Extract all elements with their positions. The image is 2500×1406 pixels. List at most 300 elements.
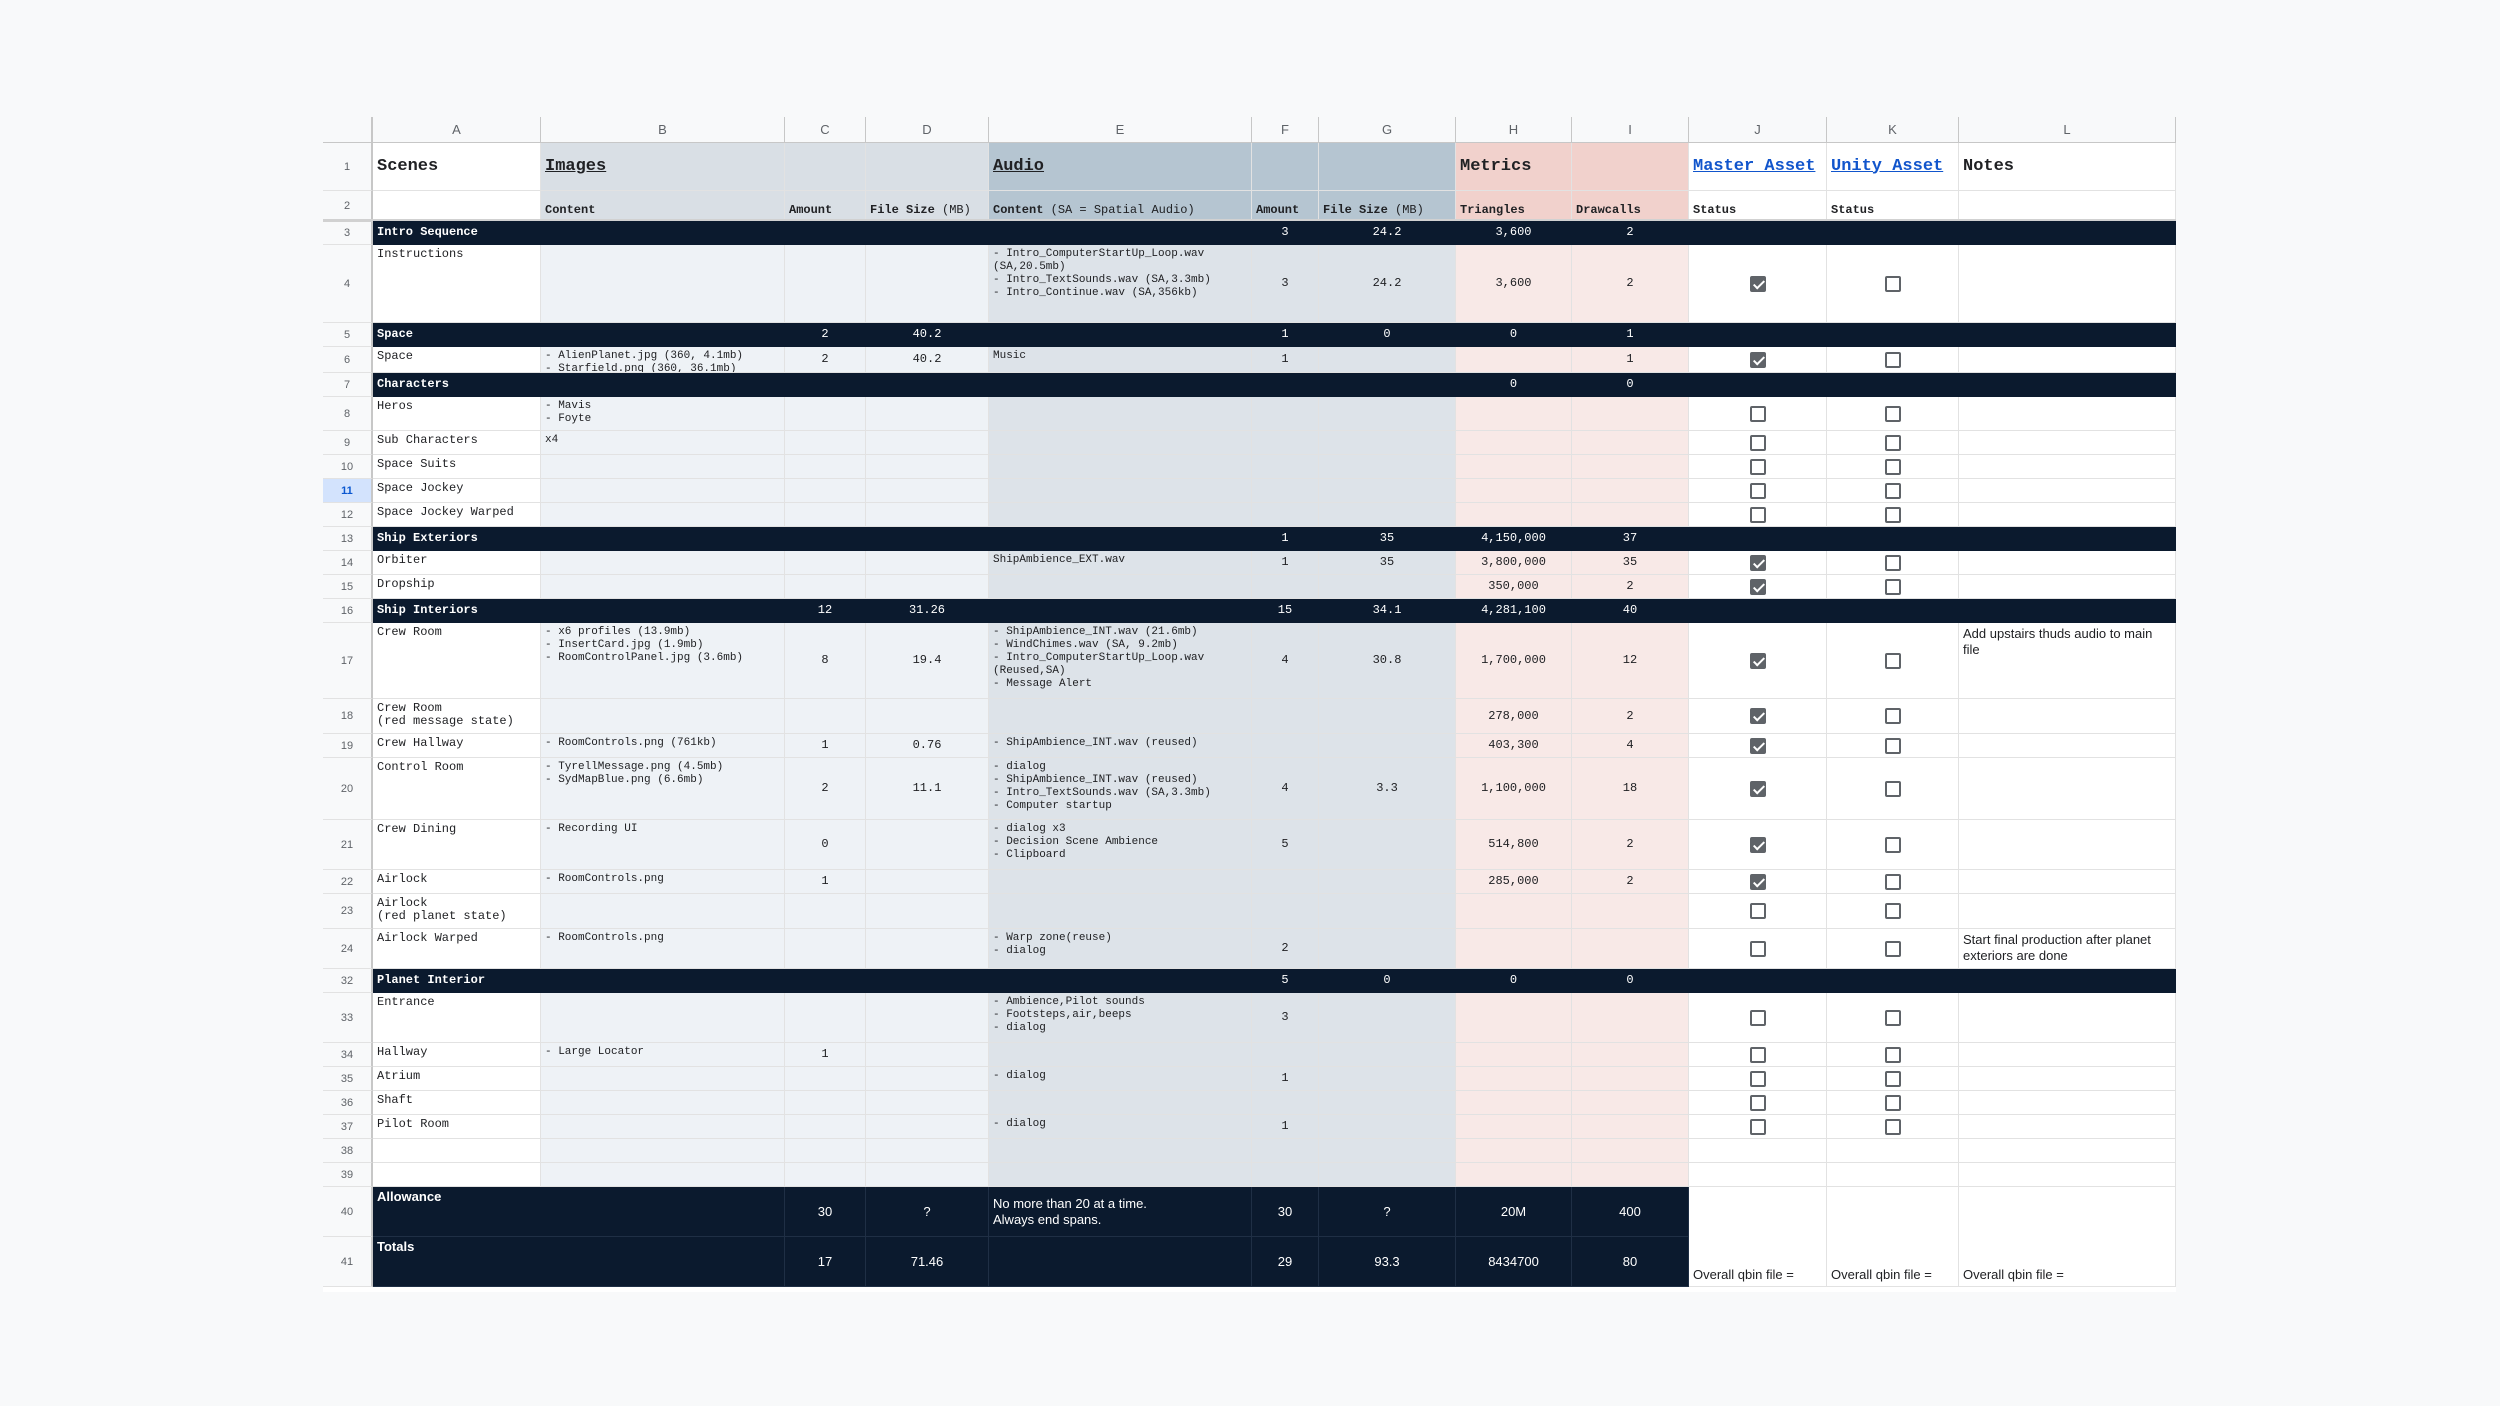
audio-content-cell[interactable]: - dialog - ShipAmbience_INT.wav (reused) - Intro_TextSounds.wav (SA,3.3mb) - Computer startup <box>989 758 1252 820</box>
row-header[interactable]: 7 <box>323 373 373 397</box>
unity-asset-checkbox[interactable] <box>1885 653 1901 669</box>
master-asset-checkbox[interactable] <box>1750 459 1766 475</box>
image-size-cell[interactable] <box>866 820 989 870</box>
triangles-cell[interactable] <box>1456 347 1572 373</box>
row-header[interactable]: 11 <box>323 479 373 503</box>
drawcalls-cell[interactable] <box>1572 1115 1689 1139</box>
image-amount-cell[interactable] <box>785 894 866 929</box>
image-amount-cell[interactable]: 2 <box>785 347 866 373</box>
image-amount-cell[interactable]: 0 <box>785 820 866 870</box>
notes-cell[interactable] <box>1959 1115 2176 1139</box>
drawcalls-cell[interactable] <box>1572 503 1689 527</box>
notes-cell[interactable] <box>1959 993 2176 1043</box>
row-header[interactable]: 40 <box>323 1187 373 1237</box>
audio-amount-cell[interactable] <box>1252 503 1319 527</box>
image-size-cell[interactable] <box>866 870 989 894</box>
notes-cell[interactable]: Add upstairs thuds audio to main file <box>1959 623 2176 699</box>
scene-name-cell[interactable]: Airlock Warped <box>373 929 541 969</box>
image-size-cell[interactable] <box>866 575 989 599</box>
notes-cell[interactable] <box>1959 397 2176 431</box>
image-amount-cell[interactable] <box>785 993 866 1043</box>
master-asset-checkbox[interactable] <box>1750 708 1766 724</box>
row-header[interactable]: 4 <box>323 245 373 323</box>
drawcalls-cell[interactable] <box>1572 455 1689 479</box>
row-header[interactable]: 12 <box>323 503 373 527</box>
unity-asset-checkbox[interactable] <box>1885 738 1901 754</box>
drawcalls-cell[interactable]: 2 <box>1572 575 1689 599</box>
triangles-cell[interactable]: 403,300 <box>1456 734 1572 758</box>
triangles-cell[interactable] <box>1456 1163 1572 1187</box>
triangles-cell[interactable] <box>1456 1091 1572 1115</box>
master-asset-link[interactable]: Master Asset <box>1689 143 1827 191</box>
audio-content-cell[interactable]: - ShipAmbience_INT.wav (21.6mb) - WindChimes.wav (SA, 9.2mb) - Intro_ComputerStartUp_Loop.wav (Reused,SA) - Message Alert <box>989 623 1252 699</box>
audio-amount-cell[interactable] <box>1252 1139 1319 1163</box>
triangles-cell[interactable] <box>1456 929 1572 969</box>
scene-name-cell[interactable]: Crew Hallway <box>373 734 541 758</box>
image-amount-cell[interactable] <box>785 431 866 455</box>
scene-name-cell[interactable]: Space <box>373 347 541 373</box>
triangles-cell[interactable]: 1,100,000 <box>1456 758 1572 820</box>
notes-cell[interactable] <box>1959 455 2176 479</box>
drawcalls-cell[interactable] <box>1572 1043 1689 1067</box>
scene-name-cell[interactable]: Airlock <box>373 870 541 894</box>
image-amount-cell[interactable] <box>785 455 866 479</box>
audio-size-cell[interactable] <box>1319 431 1456 455</box>
column-header-H[interactable]: H <box>1456 117 1572 143</box>
image-content-cell[interactable]: - RoomControls.png <box>541 870 785 894</box>
master-asset-checkbox[interactable] <box>1750 555 1766 571</box>
image-amount-cell[interactable] <box>785 575 866 599</box>
image-amount-cell[interactable] <box>785 1091 866 1115</box>
audio-amount-cell[interactable]: 1 <box>1252 1067 1319 1091</box>
scene-name-cell[interactable]: Control Room <box>373 758 541 820</box>
select-all-corner[interactable] <box>323 117 373 143</box>
triangles-cell[interactable]: 1,700,000 <box>1456 623 1572 699</box>
image-amount-cell[interactable]: 1 <box>785 1043 866 1067</box>
audio-amount-cell[interactable]: 4 <box>1252 758 1319 820</box>
drawcalls-cell[interactable] <box>1572 929 1689 969</box>
column-header-C[interactable]: C <box>785 117 866 143</box>
image-content-cell[interactable] <box>541 1067 785 1091</box>
audio-size-cell[interactable] <box>1319 575 1456 599</box>
scene-name-cell[interactable]: Airlock (red planet state) <box>373 894 541 929</box>
master-asset-checkbox[interactable] <box>1750 352 1766 368</box>
drawcalls-cell[interactable]: 1 <box>1572 347 1689 373</box>
image-size-cell[interactable]: 40.2 <box>866 347 989 373</box>
triangles-cell[interactable] <box>1456 1043 1572 1067</box>
audio-size-cell[interactable] <box>1319 397 1456 431</box>
notes-cell[interactable] <box>1959 820 2176 870</box>
audio-content-cell[interactable] <box>989 455 1252 479</box>
image-size-cell[interactable] <box>866 1163 989 1187</box>
image-content-cell[interactable] <box>541 503 785 527</box>
audio-amount-cell[interactable] <box>1252 575 1319 599</box>
image-size-cell[interactable] <box>866 699 989 734</box>
notes-cell[interactable] <box>1959 870 2176 894</box>
audio-content-cell[interactable] <box>989 1043 1252 1067</box>
audio-amount-cell[interactable] <box>1252 1163 1319 1187</box>
row-header[interactable]: 19 <box>323 734 373 758</box>
drawcalls-cell[interactable] <box>1572 479 1689 503</box>
image-content-cell[interactable]: - Mavis - Foyte <box>541 397 785 431</box>
audio-size-cell[interactable] <box>1319 479 1456 503</box>
audio-content-cell[interactable] <box>989 503 1252 527</box>
scene-name-cell[interactable]: Sub Characters <box>373 431 541 455</box>
image-size-cell[interactable] <box>866 1043 989 1067</box>
row-header[interactable]: 3 <box>323 221 373 245</box>
row-header[interactable]: 23 <box>323 894 373 929</box>
master-asset-checkbox[interactable] <box>1750 1095 1766 1111</box>
scene-name-cell[interactable]: Space Suits <box>373 455 541 479</box>
scene-name-cell[interactable]: Crew Room (red message state) <box>373 699 541 734</box>
column-header-F[interactable]: F <box>1252 117 1319 143</box>
row-header[interactable]: 20 <box>323 758 373 820</box>
audio-amount-cell[interactable]: 1 <box>1252 551 1319 575</box>
row-header[interactable]: 41 <box>323 1237 373 1287</box>
image-size-cell[interactable] <box>866 1067 989 1091</box>
audio-size-cell[interactable] <box>1319 347 1456 373</box>
audio-content-cell[interactable] <box>989 431 1252 455</box>
row-header[interactable]: 16 <box>323 599 373 623</box>
unity-asset-checkbox[interactable] <box>1885 1047 1901 1063</box>
image-content-cell[interactable] <box>541 993 785 1043</box>
unity-asset-checkbox[interactable] <box>1885 406 1901 422</box>
master-asset-checkbox[interactable] <box>1750 738 1766 754</box>
audio-amount-cell[interactable] <box>1252 699 1319 734</box>
triangles-cell[interactable]: 514,800 <box>1456 820 1572 870</box>
notes-cell[interactable] <box>1959 1043 2176 1067</box>
image-amount-cell[interactable] <box>785 699 866 734</box>
image-content-cell[interactable]: - AlienPlanet.jpg (360, 4.1mb) - Starfield.png (360, 36.1mb) <box>541 347 785 373</box>
image-amount-cell[interactable] <box>785 1139 866 1163</box>
audio-amount-cell[interactable]: 3 <box>1252 993 1319 1043</box>
unity-asset-checkbox[interactable] <box>1885 708 1901 724</box>
image-size-cell[interactable] <box>866 455 989 479</box>
image-content-cell[interactable] <box>541 245 785 323</box>
triangles-cell[interactable] <box>1456 1115 1572 1139</box>
row-header[interactable]: 17 <box>323 623 373 699</box>
audio-size-cell[interactable] <box>1319 699 1456 734</box>
image-size-cell[interactable] <box>866 1139 989 1163</box>
scene-name-cell[interactable]: Orbiter <box>373 551 541 575</box>
audio-amount-cell[interactable]: 2 <box>1252 929 1319 969</box>
master-asset-checkbox[interactable] <box>1750 874 1766 890</box>
drawcalls-cell[interactable]: 12 <box>1572 623 1689 699</box>
unity-asset-checkbox[interactable] <box>1885 781 1901 797</box>
column-header-B[interactable]: B <box>541 117 785 143</box>
row-header[interactable]: 24 <box>323 929 373 969</box>
notes-cell[interactable] <box>1959 1163 2176 1187</box>
column-header-G[interactable]: G <box>1319 117 1456 143</box>
audio-content-cell[interactable]: - dialog <box>989 1115 1252 1139</box>
image-amount-cell[interactable] <box>785 479 866 503</box>
audio-content-cell[interactable]: - dialog x3 - Decision Scene Ambience - Clipboard <box>989 820 1252 870</box>
drawcalls-cell[interactable]: 2 <box>1572 820 1689 870</box>
audio-size-cell[interactable] <box>1319 503 1456 527</box>
drawcalls-cell[interactable] <box>1572 1163 1689 1187</box>
image-content-cell[interactable]: - RoomControls.png (761kb) <box>541 734 785 758</box>
unity-asset-checkbox[interactable] <box>1885 483 1901 499</box>
image-size-cell[interactable] <box>866 1091 989 1115</box>
qbin-cell[interactable] <box>1959 1187 2176 1287</box>
triangles-cell[interactable] <box>1456 894 1572 929</box>
image-size-cell[interactable] <box>866 929 989 969</box>
drawcalls-cell[interactable] <box>1572 993 1689 1043</box>
image-size-cell[interactable] <box>866 431 989 455</box>
image-size-cell[interactable] <box>866 551 989 575</box>
triangles-cell[interactable] <box>1456 397 1572 431</box>
audio-size-cell[interactable] <box>1319 1067 1456 1091</box>
image-content-cell[interactable] <box>541 1139 785 1163</box>
audio-size-cell[interactable] <box>1319 870 1456 894</box>
audio-size-cell[interactable]: 35 <box>1319 551 1456 575</box>
drawcalls-cell[interactable] <box>1572 431 1689 455</box>
qbin-cell[interactable] <box>1827 1187 1959 1287</box>
unity-asset-checkbox[interactable] <box>1885 579 1901 595</box>
audio-content-cell[interactable]: - dialog <box>989 1067 1252 1091</box>
master-asset-checkbox[interactable] <box>1750 406 1766 422</box>
audio-content-cell[interactable] <box>989 1139 1252 1163</box>
triangles-cell[interactable]: 3,800,000 <box>1456 551 1572 575</box>
row-header[interactable]: 15 <box>323 575 373 599</box>
audio-content-cell[interactable] <box>989 575 1252 599</box>
drawcalls-cell[interactable]: 18 <box>1572 758 1689 820</box>
master-asset-checkbox[interactable] <box>1750 507 1766 523</box>
unity-asset-checkbox[interactable] <box>1885 507 1901 523</box>
row-header[interactable]: 8 <box>323 397 373 431</box>
notes-cell[interactable] <box>1959 1091 2176 1115</box>
image-size-cell[interactable] <box>866 479 989 503</box>
audio-content-cell[interactable]: - Warp zone(reuse) - dialog <box>989 929 1252 969</box>
triangles-cell[interactable] <box>1456 993 1572 1043</box>
audio-size-cell[interactable] <box>1319 929 1456 969</box>
row-header[interactable]: 36 <box>323 1091 373 1115</box>
audio-amount-cell[interactable] <box>1252 734 1319 758</box>
drawcalls-cell[interactable]: 4 <box>1572 734 1689 758</box>
notes-cell[interactable]: Start final production after planet exteriors are done <box>1959 929 2176 969</box>
image-content-cell[interactable] <box>541 551 785 575</box>
scene-name-cell[interactable]: Hallway <box>373 1043 541 1067</box>
column-header-I[interactable]: I <box>1572 117 1689 143</box>
notes-cell[interactable] <box>1959 699 2176 734</box>
audio-size-cell[interactable] <box>1319 455 1456 479</box>
notes-cell[interactable] <box>1959 758 2176 820</box>
row-header[interactable]: 22 <box>323 870 373 894</box>
audio-size-cell[interactable] <box>1319 1115 1456 1139</box>
triangles-cell[interactable] <box>1456 1067 1572 1091</box>
master-asset-checkbox[interactable] <box>1750 483 1766 499</box>
image-size-cell[interactable] <box>866 1115 989 1139</box>
master-asset-checkbox[interactable] <box>1750 579 1766 595</box>
audio-content-cell[interactable] <box>989 699 1252 734</box>
unity-asset-link[interactable]: Unity Asset <box>1827 143 1959 191</box>
notes-cell[interactable] <box>1959 575 2176 599</box>
image-content-cell[interactable]: - Large Locator <box>541 1043 785 1067</box>
scene-name-cell[interactable]: Crew Room <box>373 623 541 699</box>
notes-cell[interactable] <box>1959 1067 2176 1091</box>
image-content-cell[interactable]: x4 <box>541 431 785 455</box>
row-header[interactable]: 2 <box>323 191 373 221</box>
unity-asset-checkbox[interactable] <box>1885 1071 1901 1087</box>
scene-name-cell[interactable] <box>373 1163 541 1187</box>
image-amount-cell[interactable] <box>785 397 866 431</box>
column-header-E[interactable]: E <box>989 117 1252 143</box>
master-asset-checkbox[interactable] <box>1750 1119 1766 1135</box>
row-header[interactable]: 35 <box>323 1067 373 1091</box>
unity-asset-checkbox[interactable] <box>1885 276 1901 292</box>
audio-amount-cell[interactable] <box>1252 479 1319 503</box>
image-amount-cell[interactable] <box>785 503 866 527</box>
audio-content-cell[interactable] <box>989 479 1252 503</box>
master-asset-checkbox[interactable] <box>1750 837 1766 853</box>
row-header[interactable]: 14 <box>323 551 373 575</box>
triangles-cell[interactable] <box>1456 503 1572 527</box>
triangles-cell[interactable]: 3,600 <box>1456 245 1572 323</box>
drawcalls-cell[interactable]: 2 <box>1572 245 1689 323</box>
audio-content-cell[interactable] <box>989 397 1252 431</box>
triangles-cell[interactable]: 278,000 <box>1456 699 1572 734</box>
image-amount-cell[interactable] <box>785 1067 866 1091</box>
image-amount-cell[interactable]: 1 <box>785 870 866 894</box>
column-header-D[interactable]: D <box>866 117 989 143</box>
image-size-cell[interactable]: 19.4 <box>866 623 989 699</box>
notes-cell[interactable] <box>1959 734 2176 758</box>
drawcalls-cell[interactable]: 35 <box>1572 551 1689 575</box>
audio-amount-cell[interactable]: 5 <box>1252 820 1319 870</box>
image-content-cell[interactable] <box>541 575 785 599</box>
audio-amount-cell[interactable]: 1 <box>1252 1115 1319 1139</box>
unity-asset-checkbox[interactable] <box>1885 941 1901 957</box>
image-content-cell[interactable]: - x6 profiles (13.9mb) - InsertCard.jpg (1.9mb) - RoomControlPanel.jpg (3.6mb) <box>541 623 785 699</box>
column-header-J[interactable]: J <box>1689 117 1827 143</box>
image-content-cell[interactable]: - Recording UI <box>541 820 785 870</box>
master-asset-checkbox[interactable] <box>1750 435 1766 451</box>
scene-name-cell[interactable]: Entrance <box>373 993 541 1043</box>
drawcalls-cell[interactable] <box>1572 1091 1689 1115</box>
scene-name-cell[interactable]: Instructions <box>373 245 541 323</box>
audio-amount-cell[interactable]: 1 <box>1252 347 1319 373</box>
audio-amount-cell[interactable] <box>1252 397 1319 431</box>
audio-size-cell[interactable] <box>1319 1139 1456 1163</box>
triangles-cell[interactable] <box>1456 1139 1572 1163</box>
notes-cell[interactable] <box>1959 894 2176 929</box>
row-header[interactable]: 18 <box>323 699 373 734</box>
audio-size-cell[interactable] <box>1319 734 1456 758</box>
audio-size-cell[interactable] <box>1319 1163 1456 1187</box>
scene-name-cell[interactable]: Crew Dining <box>373 820 541 870</box>
audio-content-cell[interactable] <box>989 1163 1252 1187</box>
master-asset-checkbox[interactable] <box>1750 276 1766 292</box>
audio-size-cell[interactable]: 30.8 <box>1319 623 1456 699</box>
audio-size-cell[interactable] <box>1319 820 1456 870</box>
column-header-L[interactable]: L <box>1959 117 2176 143</box>
image-content-cell[interactable] <box>541 1091 785 1115</box>
image-size-cell[interactable] <box>866 993 989 1043</box>
audio-content-cell[interactable]: - Intro_ComputerStartUp_Loop.wav (SA,20.5mb) - Intro_TextSounds.wav (SA,3.3mb) - Intro_Continue.wav (SA,356kb) <box>989 245 1252 323</box>
master-asset-checkbox[interactable] <box>1750 1071 1766 1087</box>
image-content-cell[interactable] <box>541 1163 785 1187</box>
unity-asset-checkbox[interactable] <box>1885 874 1901 890</box>
master-asset-checkbox[interactable] <box>1750 653 1766 669</box>
notes-cell[interactable] <box>1959 503 2176 527</box>
audio-content-cell[interactable] <box>989 894 1252 929</box>
image-size-cell[interactable] <box>866 397 989 431</box>
image-amount-cell[interactable]: 2 <box>785 758 866 820</box>
scene-name-cell[interactable]: Space Jockey Warped <box>373 503 541 527</box>
audio-amount-cell[interactable]: 3 <box>1252 245 1319 323</box>
audio-amount-cell[interactable] <box>1252 1043 1319 1067</box>
audio-amount-cell[interactable] <box>1252 1091 1319 1115</box>
audio-amount-cell[interactable] <box>1252 431 1319 455</box>
notes-cell[interactable] <box>1959 245 2176 323</box>
audio-size-cell[interactable] <box>1319 894 1456 929</box>
audio-size-cell[interactable] <box>1319 1043 1456 1067</box>
image-content-cell[interactable] <box>541 1115 785 1139</box>
audio-amount-cell[interactable] <box>1252 870 1319 894</box>
row-header[interactable]: 10 <box>323 455 373 479</box>
triangles-cell[interactable] <box>1456 431 1572 455</box>
unity-asset-checkbox[interactable] <box>1885 1095 1901 1111</box>
row-header[interactable]: 5 <box>323 323 373 347</box>
column-header-A[interactable]: A <box>373 117 541 143</box>
row-header[interactable]: 33 <box>323 993 373 1043</box>
image-content-cell[interactable]: - RoomControls.png <box>541 929 785 969</box>
row-header[interactable]: 21 <box>323 820 373 870</box>
image-size-cell[interactable] <box>866 894 989 929</box>
unity-asset-checkbox[interactable] <box>1885 459 1901 475</box>
row-header[interactable]: 37 <box>323 1115 373 1139</box>
image-amount-cell[interactable] <box>785 551 866 575</box>
scene-name-cell[interactable]: Shaft <box>373 1091 541 1115</box>
master-asset-checkbox[interactable] <box>1750 1010 1766 1026</box>
triangles-cell[interactable] <box>1456 455 1572 479</box>
notes-cell[interactable] <box>1959 431 2176 455</box>
row-header[interactable]: 32 <box>323 969 373 993</box>
master-asset-checkbox[interactable] <box>1750 903 1766 919</box>
audio-amount-cell[interactable] <box>1252 455 1319 479</box>
master-asset-checkbox[interactable] <box>1750 941 1766 957</box>
image-content-cell[interactable]: - TyrellMessage.png (4.5mb) - SydMapBlue.png (6.6mb) <box>541 758 785 820</box>
image-amount-cell[interactable] <box>785 1115 866 1139</box>
scene-name-cell[interactable]: Atrium <box>373 1067 541 1091</box>
unity-asset-checkbox[interactable] <box>1885 903 1901 919</box>
master-asset-checkbox[interactable] <box>1750 781 1766 797</box>
audio-content-cell[interactable]: ShipAmbience_EXT.wav <box>989 551 1252 575</box>
image-amount-cell[interactable] <box>785 1163 866 1187</box>
scene-name-cell[interactable]: Pilot Room <box>373 1115 541 1139</box>
scene-name-cell[interactable]: Space Jockey <box>373 479 541 503</box>
unity-asset-checkbox[interactable] <box>1885 837 1901 853</box>
audio-content-cell[interactable]: - ShipAmbience_INT.wav (reused) <box>989 734 1252 758</box>
row-header[interactable]: 39 <box>323 1163 373 1187</box>
audio-content-cell[interactable] <box>989 870 1252 894</box>
image-size-cell[interactable]: 0.76 <box>866 734 989 758</box>
master-asset-checkbox[interactable] <box>1750 1047 1766 1063</box>
scene-name-cell[interactable]: Dropship <box>373 575 541 599</box>
audio-amount-cell[interactable]: 4 <box>1252 623 1319 699</box>
image-amount-cell[interactable]: 8 <box>785 623 866 699</box>
image-amount-cell[interactable]: 1 <box>785 734 866 758</box>
column-header-K[interactable]: K <box>1827 117 1959 143</box>
audio-content-cell[interactable]: Music <box>989 347 1252 373</box>
unity-asset-checkbox[interactable] <box>1885 1119 1901 1135</box>
drawcalls-cell[interactable] <box>1572 1139 1689 1163</box>
notes-cell[interactable] <box>1959 479 2176 503</box>
image-content-cell[interactable] <box>541 455 785 479</box>
image-content-cell[interactable] <box>541 894 785 929</box>
notes-cell[interactable] <box>1959 1139 2176 1163</box>
scene-name-cell[interactable] <box>373 1139 541 1163</box>
